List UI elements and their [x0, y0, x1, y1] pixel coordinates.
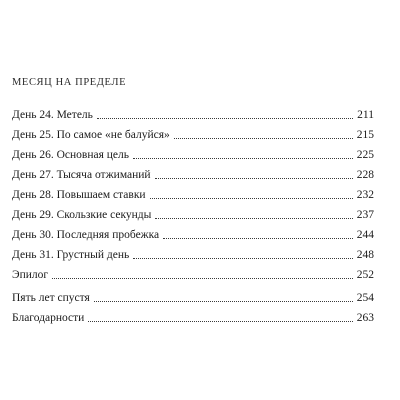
dot-leader	[94, 301, 353, 302]
toc-entry-page: 237	[356, 209, 374, 221]
dot-leader	[155, 178, 353, 179]
toc-entry-day-26	[12, 142, 374, 162]
toc-entry-page: 248	[356, 249, 374, 261]
toc-entry-page: 225	[356, 149, 374, 161]
toc-entry-title: День 31. Грустный день	[12, 249, 130, 261]
dot-leader	[97, 118, 353, 119]
toc-entry-title: Эпилог	[12, 269, 49, 281]
section-header: МЕСЯЦ НА ПРЕДЕЛЕ	[12, 77, 127, 88]
toc-entry-title: День 25. По самое «не балуйся»	[12, 129, 170, 141]
dot-leader	[150, 198, 353, 199]
toc-entry-page: 252	[356, 269, 374, 281]
toc-entry-day-27	[12, 162, 374, 182]
dot-leader	[133, 258, 353, 259]
dot-leader	[155, 218, 353, 219]
dot-leader	[163, 238, 353, 239]
table-of-contents	[12, 102, 374, 325]
toc-entry-epilogue	[12, 262, 374, 282]
toc-entry-five-years-later	[12, 285, 374, 305]
dot-leader	[174, 138, 353, 139]
toc-entry-title: Благодарности	[12, 312, 85, 324]
toc-entry-title: День 27. Тысяча отжиманий	[12, 169, 151, 181]
toc-entry-day-24	[12, 102, 374, 122]
toc-entry-page: 232	[356, 189, 374, 201]
toc-entry-day-31	[12, 242, 374, 262]
toc-entry-day-29	[12, 202, 374, 222]
toc-entry-page: 215	[356, 129, 374, 141]
dot-leader	[52, 278, 353, 279]
toc-entry-page: 254	[356, 292, 374, 304]
toc-entry-day-30	[12, 222, 374, 242]
toc-entry-page: 228	[356, 169, 374, 181]
toc-entry-title: Пять лет спустя	[12, 292, 90, 304]
toc-entry-title: День 30. Последняя пробежка	[12, 229, 160, 241]
dot-leader	[88, 321, 353, 322]
toc-entry-page: 244	[356, 229, 374, 241]
toc-entry-title: День 29. Скользкие секунды	[12, 209, 152, 221]
toc-entry-acknowledgements	[12, 305, 374, 325]
toc-entry-title: День 24. Метель	[12, 109, 93, 121]
toc-entry-day-28	[12, 182, 374, 202]
toc-entry-title: День 28. Повышаем ставки	[12, 189, 146, 201]
toc-entry-page: 263	[356, 312, 374, 324]
toc-entry-day-25	[12, 122, 374, 142]
dot-leader	[133, 158, 353, 159]
toc-entry-title: День 26. Основная цель	[12, 149, 130, 161]
toc-entry-page: 211	[357, 109, 374, 121]
